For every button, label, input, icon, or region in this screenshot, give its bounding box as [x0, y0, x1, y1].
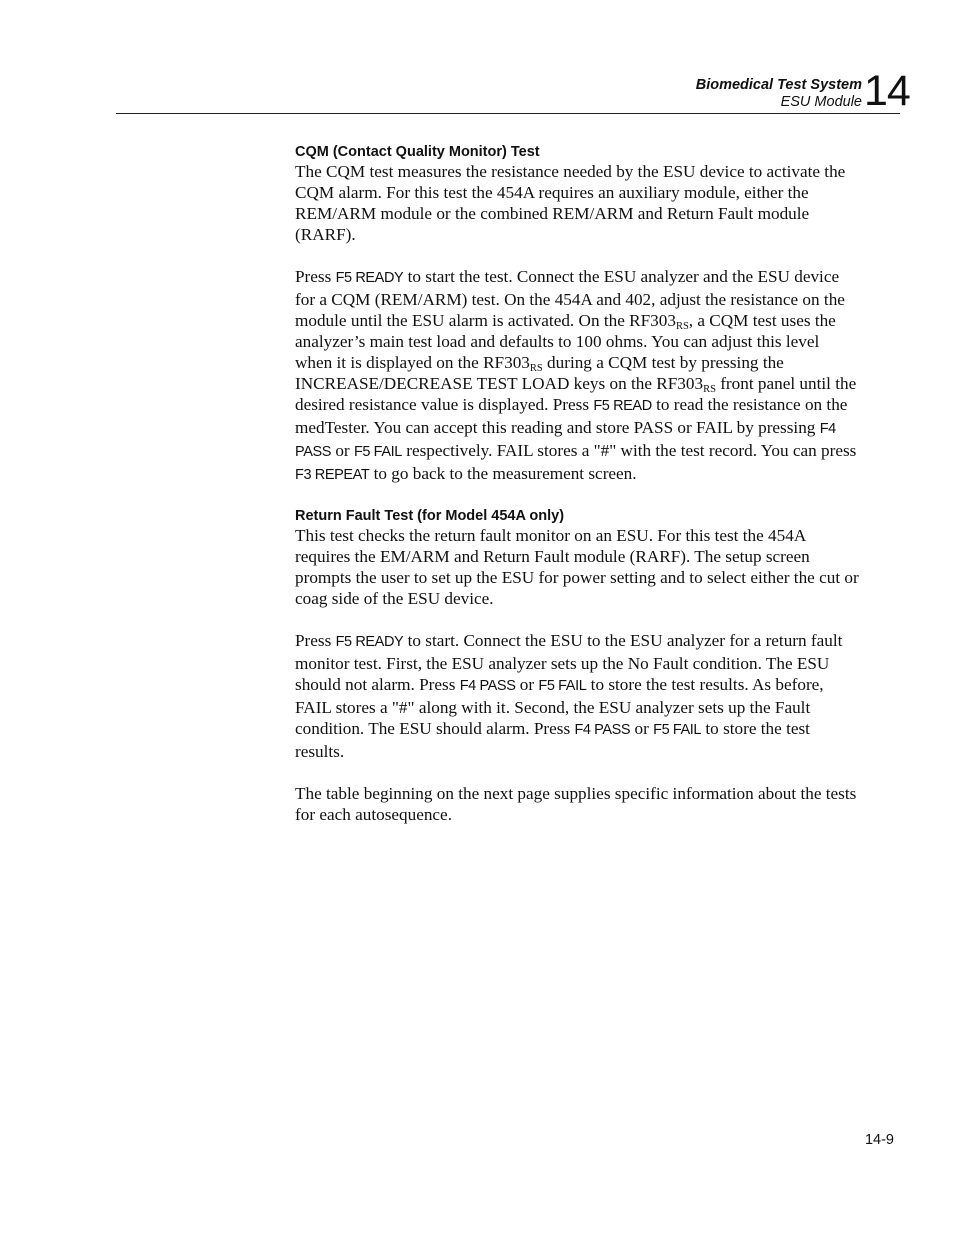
key-f4-pass: F4 PASS [459, 678, 516, 694]
key-f4-pass: F4 PASS [295, 421, 836, 460]
text-run: front panel until the desired resistance value is displayed. Press [295, 374, 857, 414]
text-run: to start the test. Connect the ESU analyzer and the ESU device for a CQM (REM/ARM) test. On the 454A and 402, adjust the resistance on the module until the ESU alarm is activated. On the RF303 [295, 267, 845, 330]
page-number: 14-9 [864, 1132, 894, 1148]
key-f5-ready: F5 READY [335, 270, 404, 286]
text-run: Press [295, 267, 336, 286]
table-reference-paragraph: The table beginning on the next page supplies specific information about the tests for each autosequence. [295, 784, 857, 824]
return-fault-heading: Return Fault Test (for Model 454A only) [295, 508, 565, 524]
return-fault-intro-paragraph: This test checks the return fault monitor on an ESU. For this test the 454A requires the EM/ARM and Return Fault module (RARF). The setup screen prompts the user to set up the ESU for power setting and to select either the cut or coag side of the ESU device. [295, 526, 859, 608]
key-f5-fail: F5 FAIL [353, 444, 402, 460]
key-f5-ready: F5 READY [335, 634, 404, 650]
chapter-number: 14 [864, 67, 910, 115]
text-run: during a CQM test by pressing the INCREASE/DECREASE TEST LOAD keys on the RF303 [295, 353, 784, 393]
header-system-title: Biomedical Test System [695, 77, 862, 93]
header-module-title: ESU Module [780, 94, 862, 110]
text-run: or [630, 719, 654, 738]
cqm-test-heading: CQM (Contact Quality Monitor) Test [295, 144, 540, 160]
text-run: to go back to the measurement screen. [369, 464, 637, 483]
text-run: , a CQM test uses the analyzer’s main test load and defaults to 100 ohms. You can adjust this level when it is displayed on the RF303 [295, 311, 836, 372]
text-run: to read the resistance on the medTester. You can accept this reading and store PASS or FAIL by pressing [295, 395, 848, 437]
text-run: to store the test results. [295, 719, 810, 761]
page-body [295, 143, 860, 825]
return-fault-procedure-paragraph [295, 630, 860, 762]
text-run: Press [295, 631, 336, 650]
header-divider [116, 113, 900, 114]
text-run: or [331, 441, 354, 460]
key-f5-fail: F5 FAIL [538, 678, 587, 694]
cqm-procedure-paragraph [295, 266, 860, 486]
key-f4-pass: F4 PASS [574, 722, 631, 738]
cqm-intro-paragraph: The CQM test measures the resistance needed by the ESU device to activate the CQM alarm. For this test the 454A requires an auxiliary module, either the REM/ARM module or the combined REM/ARM and Return Fault module (RARF). [295, 162, 846, 244]
running-header [696, 77, 862, 111]
key-f5-fail: F5 FAIL [653, 722, 702, 738]
text-run: to start. Connect the ESU to the ESU analyzer for a return fault monitor test. First, the ESU analyzer sets up the No Fault condition. The ESU should not alarm. Press [295, 631, 843, 694]
subscript-rs: RS [675, 321, 689, 332]
text-run: to store the test results. As before, FAIL stores a "#" along with it. Second, the ESU analyzer sets up the Fault condition. The ESU should alarm. Press [295, 675, 824, 738]
key-f3-repeat: F3 REPEAT [295, 467, 370, 483]
subscript-rs: RS [529, 363, 543, 374]
text-run: respectively. FAIL stores a "#" with the test record. You can press [401, 441, 857, 460]
subscript-rs: RS [703, 384, 716, 395]
key-f5-read: F5 READ [593, 398, 652, 414]
text-run: or [515, 675, 539, 694]
